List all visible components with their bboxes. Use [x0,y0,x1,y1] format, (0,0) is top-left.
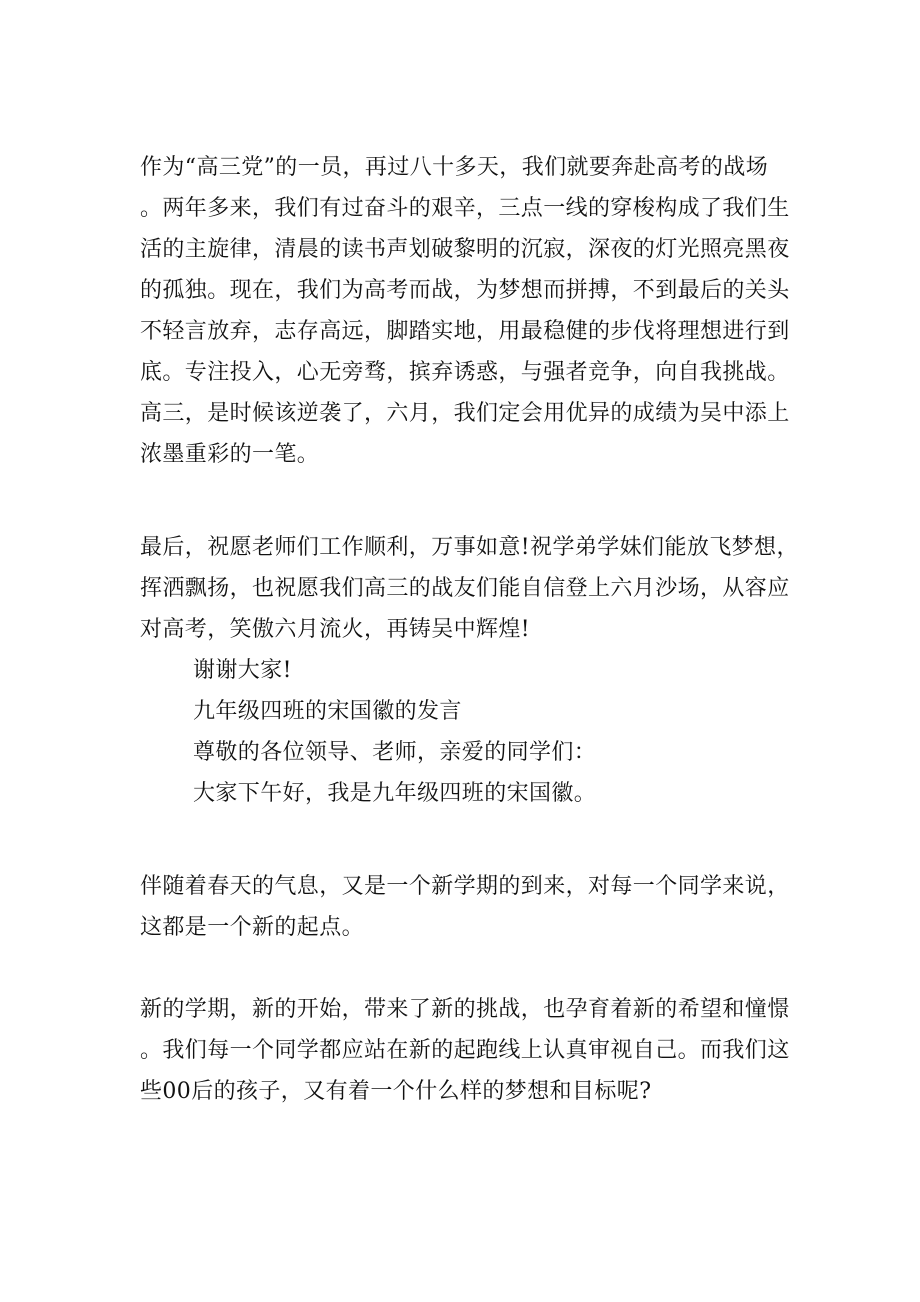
thanks-line: 谢谢大家! [193,658,292,683]
paragraph-2-line: 最后，祝愿老师们工作顺利，万事如意!祝学弟学妹们能放飞梦想， [140,535,799,560]
paragraph-4-line: 些00后的孩子，又有着一个什么样的梦想和目标呢? [140,1079,652,1104]
salutation-line: 尊敬的各位领导、老师，亲爱的同学们： [193,740,597,765]
paragraph-2-line: 对高考，笑傲六月流火，再铸吴中辉煌! [140,617,531,642]
paragraph-1-line: 的孤独。现在，我们为高考而战，为梦想而拼搏，不到最后的关头 [140,278,790,303]
paragraph-1-line: 。两年多来，我们有过奋斗的艰辛，三点一线的穿梭构成了我们生 [140,196,790,221]
paragraph-1-line: 高三，是时候该逆袭了，六月，我们定会用优异的成绩为吴中添上 [140,401,790,426]
paragraph-3-line: 伴随着春天的气息，又是一个新学期的到来，对每一个同学来说， [140,874,790,899]
paragraph-2-line: 挥洒飘扬，也祝愿我们高三的战友们能自信登上六月沙场，从容应 [140,576,790,601]
paragraph-1-line: 底。专注投入，心无旁骛，摈弃诱惑，与强者竞争，向自我挑战。 [140,360,790,385]
greeting-line: 大家下午好，我是九年级四班的宋国徽。 [193,781,597,806]
paragraph-4-line: 新的学期，新的开始，带来了新的挑战，也孕育着新的希望和憧憬 [140,997,790,1022]
paragraph-3-line: 这都是一个新的起点。 [140,915,365,940]
paragraph-4-line: 。我们每一个同学都应站在新的起跑线上认真审视自己。而我们这 [140,1038,790,1063]
paragraph-1-line: 活的主旋律，清晨的读书声划破黎明的沉寂，深夜的灯光照亮黑夜 [140,237,790,262]
paragraph-1-line: 不轻言放弃，志存高远，脚踏实地，用最稳健的步伐将理想进行到 [140,319,790,344]
speech-title: 九年级四班的宋国徽的发言 [193,699,462,724]
paragraph-1-line: 作为“高三党”的一员，再过八十多天，我们就要奔赴高考的战场 [140,155,769,180]
paragraph-1-line: 浓墨重彩的一笔。 [140,442,320,467]
